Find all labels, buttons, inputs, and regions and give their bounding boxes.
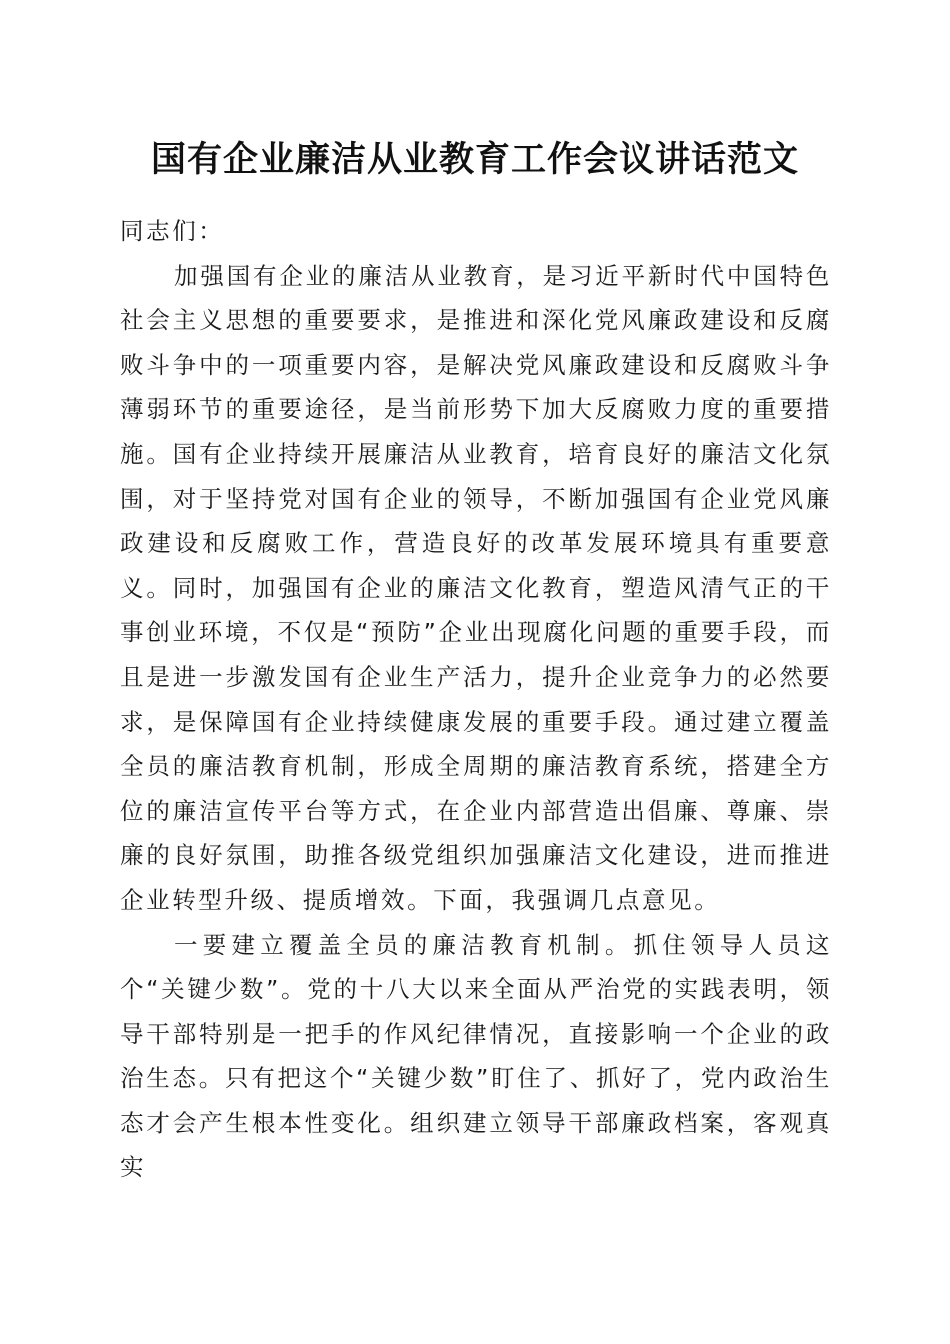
paragraph-point-one: 一要建立覆盖全员的廉洁教育机制。抓住领导人员这个“关键少数”。党的十八大以来全面从严治党的实践表明，领导干部特别是一把手的作风纪律情况，直接影响一个企业的政治生态。只有把这个“关键少数”盯住了、抓好了，党内政治生态才会产生根本性变化。组织建立领导干部廉政档案，客观真实 [120, 930, 832, 1182]
document-title: 国有企业廉洁从业教育工作会议讲话范文 [150, 139, 799, 180]
paragraph-intro: 加强国有企业的廉洁从业教育，是习近平新时代中国特色社会主义思想的重要要求，是推进和深化党风廉政建设和反腐败斗争中的一项重要内容，是解决党风廉政建设和反腐败斗争薄弱环节的重要途径，是当前形势下加大反腐败力度的重要措施。国有企业持续开展廉洁从业教育，培育良好的廉洁文化氛围，对于坚持党对国有企业的领导，不断加强国有企业党风廉政建设和反腐败工作，营造良好的改革发展环境具有重要意义。同时，加强国有企业的廉洁文化教育，塑造风清气正的干事创业环境，不仅是“预防”企业出现腐化问题的重要手段，而且是进一步激发国有企业生产活力，提升企业竞争力的必然要求，是保障国有企业持续健康发展的重要手段。通过建立覆盖全员的廉洁教育机制，形成全周期的廉洁教育系统，搭建全方位的廉洁宣传平台等方式，在企业内部营造出倡廉、尊廉、崇廉的良好氛围，助推各级党组织加强廉洁文化建设，进而推进企业转型升级、提质增效。下面，我强调几点意见。 [120, 261, 832, 914]
document-body [120, 209, 832, 1190]
salutation: 同志们： [120, 217, 225, 245]
